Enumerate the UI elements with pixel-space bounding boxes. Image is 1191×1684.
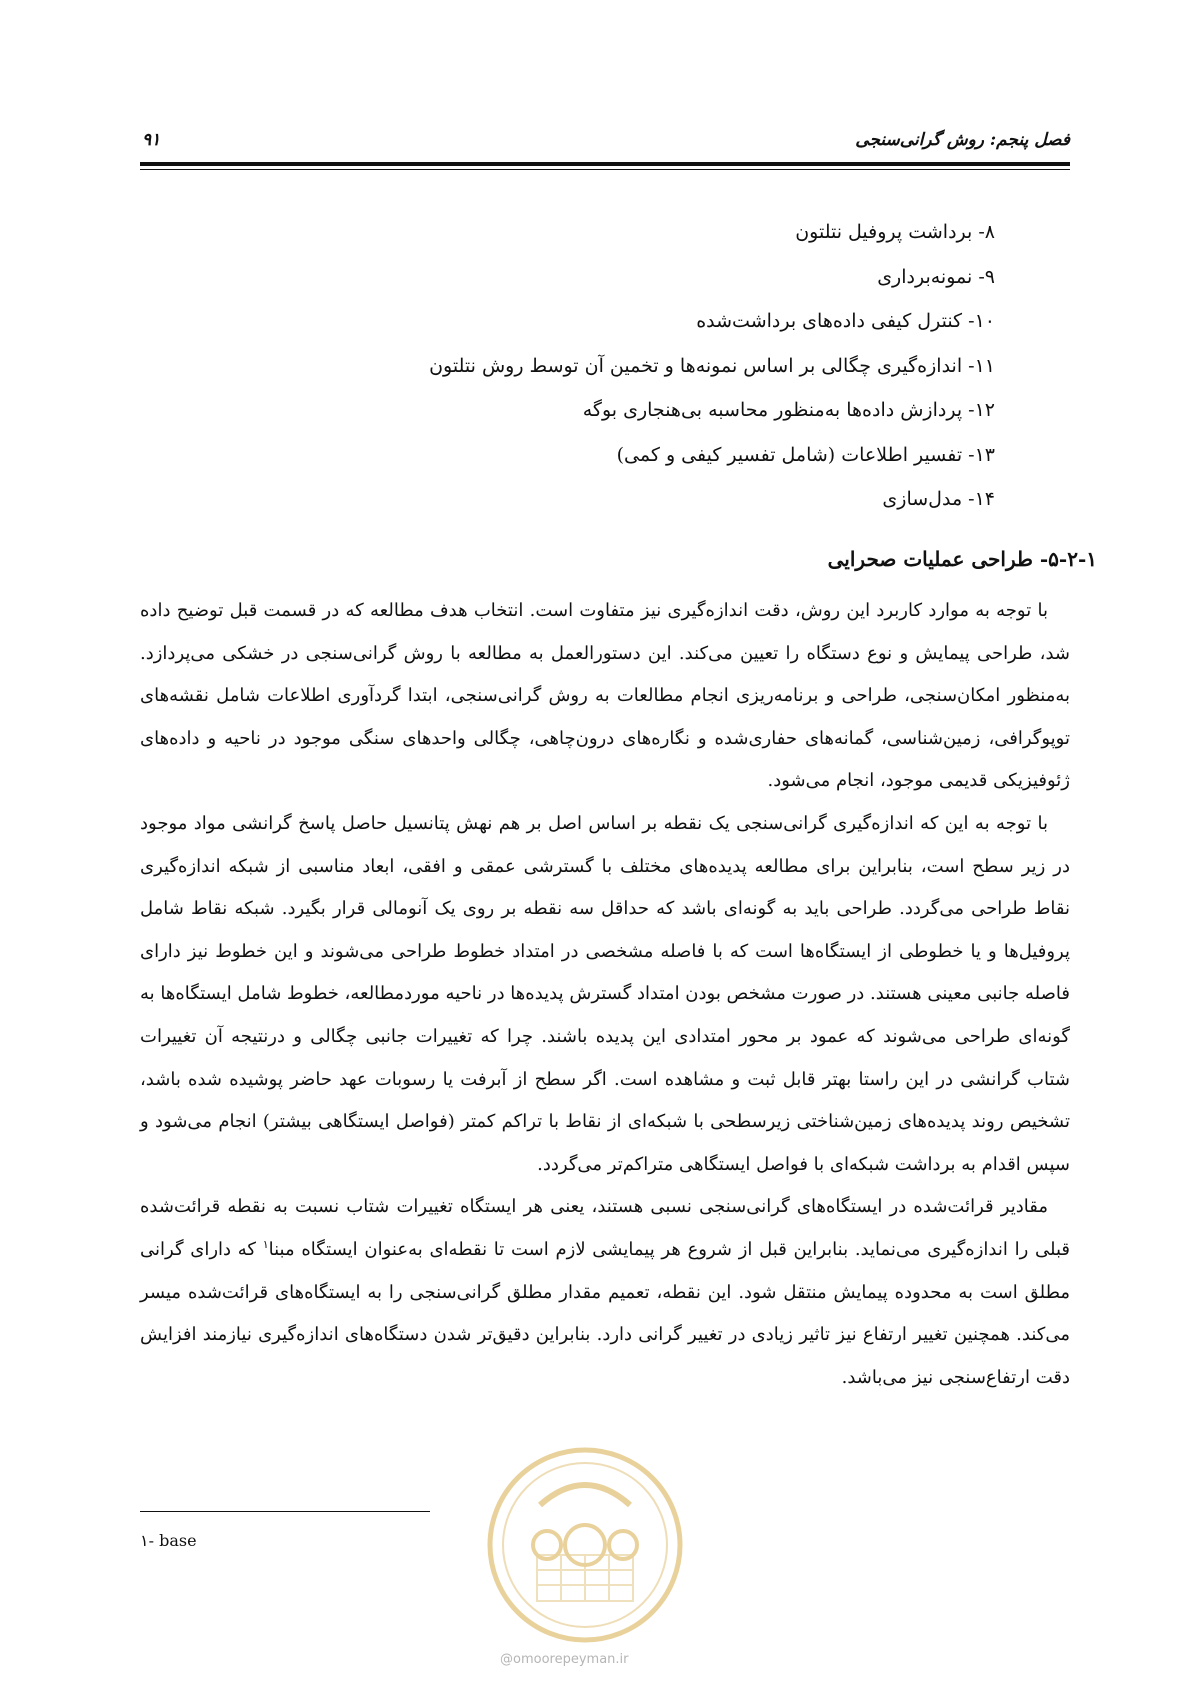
list-item: ۱۰- کنترل کیفی داده‌های برداشت‌شده bbox=[696, 310, 995, 332]
body-text bbox=[140, 590, 1070, 1399]
list-item: ۹- نمونه‌برداری bbox=[877, 265, 995, 288]
footnote-marker[interactable]: ۱ bbox=[262, 1237, 269, 1251]
header-rule-thin bbox=[140, 169, 1070, 170]
list-item: ۱۳- تفسیر اطلاعات (شامل تفسیر کیفی و کمی) bbox=[616, 443, 995, 466]
steps-list bbox=[140, 210, 995, 522]
paragraph-text: که دارای گرانی مطلق است به محدوده پیمایش منتقل شود. این نقطه، تعمیم مقدار مطلق گرانی‌سنجی را به ایستگاه‌های قرائت‌شده میسر می‌کند. همچنین تغییر ارتفاع نیز تاثیر زیادی در تغییر گرانی دارد. بنابراین دقیق‌تر شدن دستگاه‌های اندازه‌گیری نیازمند افزایش دقت ارتفاع‌سنجی نیز می‌باشد. bbox=[140, 1238, 1070, 1388]
list-item: ۱۱- اندازه‌گیری چگالی بر اساس نمونه‌ها و تخمین آن توسط روش نتلتون bbox=[429, 354, 995, 377]
page-number: ۹۱ bbox=[142, 130, 161, 150]
list-item: ۱۲- پردازش داده‌ها به‌منظور محاسبه بی‌هنجاری بوگه bbox=[582, 399, 995, 421]
watermark-seal-icon bbox=[485, 1445, 685, 1645]
header-rule bbox=[140, 162, 1070, 166]
paragraph-text: مقادیر قرائت‌شده در ایستگاه‌های گرانی‌سنجی نسبی هستند، یعنی هر ایستگاه تغییرات شتاب نسبت به نقطه قرائت‌شده قبلی را اندازه‌گیری می‌نماید. بنابراین قبل از شروع هر پیمایشی لازم است تا نقطه‌ای به‌عنوان ایستگاه مبنا bbox=[140, 1196, 1070, 1260]
watermark-url: @omoorepeyman.ir bbox=[500, 1652, 629, 1667]
chapter-title: فصل پنجم: روش گرانی‌سنجی bbox=[855, 130, 1070, 150]
footnote: ۱- base bbox=[140, 1531, 197, 1550]
paragraph: با توجه به این که اندازه‌گیری گرانی‌سنجی یک نقطه بر اساس اصل بر هم نهش پتانسیل حاصل پاسخ گرانشی مواد موجود در زیر سطح است، بنابراین برای مطالعه پدیده‌های مختلف با گسترشی عمقی و افقی، ابعاد مناسبی از شبکه اندازه‌گیری نقاط طراحی می‌گردد. طراحی باید به گونه‌ای باشد که حداقل سه نقطه بر روی یک آنومالی قرار بگیرد. شبکه نقاط شامل پروفیل‌ها و یا خطوطی از ایستگاه‌ها است که با فاصله مشخصی در امتداد خطوط طراحی می‌شوند و این خطوط نیز دارای فاصله جانبی معینی هستند. در صورت مشخص بودن امتداد گسترش پدیده‌ها در ناحیه موردمطالعه، خطوط شامل ایستگاه‌ها به گونه‌ای طراحی می‌شوند که عمود بر محور امتدادی این پدیده باشند. چرا که تغییرات جانبی چگالی و درنتیجه آن تغییرات شتاب گرانشی در این راستا بهتر قابل ثبت و مشاهده است. اگر سطح از آبرفت یا رسوبات عهد حاضر پوشیده شده باشد، تشخیص روند پدیده‌های زمین‌شناختی زیرسطحی با شبکه‌ای از نقاط با تراکم کمتر (فواصل ایستگاهی بیشتر) انجام می‌شود و سپس اقدام به برداشت شبکه‌ای با فواصل ایستگاهی متراکم‌تر می‌گردد. bbox=[140, 812, 1070, 1175]
page-header bbox=[140, 126, 1070, 160]
paragraph bbox=[140, 1186, 1070, 1399]
section-heading: ۵-۲-۱- طراحی عملیات صحرایی bbox=[827, 547, 1097, 571]
paragraph: با توجه به موارد کاربرد این روش، دقت اندازه‌گیری نیز متفاوت است. انتخاب هدف مطالعه که در قسمت قبل توضیح داده شد، طراحی پیمایش و نوع دستگاه را تعیین می‌کند. این دستورالعمل به مطالعه با روش گرانی‌سنجی در خشکی می‌پردازد. به‌منظور امکان‌سنجی، طراحی و برنامه‌ریزی انجام مطالعات به روش گرانی‌سنجی، ابتدا گردآوری اطلاعات شامل نقشه‌های توپوگرافی، زمین‌شناسی، گمانه‌های حفاری‌شده و نگاره‌های درون‌چاهی، چگالی واحدهای سنگی موجود در ناحیه و داده‌های ژئوفیزیکی قدیمی موجود، انجام می‌شود. bbox=[140, 600, 1070, 792]
list-item: ۱۴- مدل‌سازی bbox=[882, 488, 995, 510]
list-item: ۸- برداشت پروفیل نتلتون bbox=[795, 221, 995, 243]
footnote-rule bbox=[140, 1511, 430, 1512]
